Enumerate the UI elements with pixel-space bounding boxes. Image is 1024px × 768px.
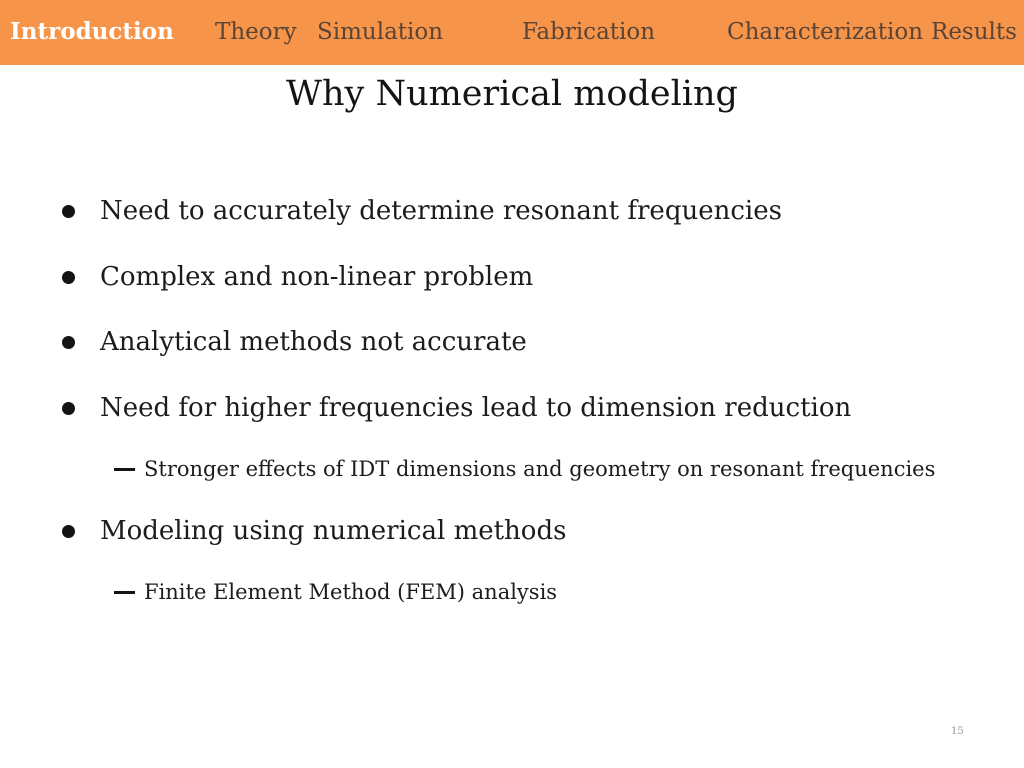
sub-bullet-text: Stronger effects of IDT dimensions and geometry on resonant frequencies (144, 457, 936, 481)
bullet-text: Modeling using numerical methods (100, 516, 567, 546)
bullet-text: Analytical methods not accurate (100, 327, 527, 357)
nav-item-simulation[interactable]: Simulation (317, 19, 444, 45)
sub-bullet-text: Finite Element Method (FEM) analysis (144, 580, 558, 604)
nav-item-characterization[interactable]: Characterization (727, 19, 924, 45)
nav-item-introduction[interactable]: Introduction (10, 18, 174, 45)
bullet-dot-icon (62, 525, 75, 538)
section-navigation-bar (0, 0, 1024, 65)
page-number: 15 (951, 726, 964, 737)
nav-item-results[interactable]: Results (931, 19, 1017, 45)
bullet-dot-icon (62, 402, 75, 415)
bullet-dot-icon (62, 271, 75, 284)
nav-item-theory[interactable]: Theory (215, 19, 297, 45)
bullet-text: Need for higher frequencies lead to dimension reduction (100, 393, 852, 423)
dash-icon (114, 591, 135, 594)
bullet-dot-icon (62, 205, 75, 218)
slide-title: Why Numerical modeling (286, 74, 738, 114)
bullet-text: Need to accurately determine resonant frequencies (100, 196, 782, 226)
dash-icon (114, 468, 135, 471)
nav-item-fabrication[interactable]: Fabrication (522, 19, 656, 45)
bullet-dot-icon (62, 336, 75, 349)
bullet-text: Complex and non-linear problem (100, 262, 534, 292)
